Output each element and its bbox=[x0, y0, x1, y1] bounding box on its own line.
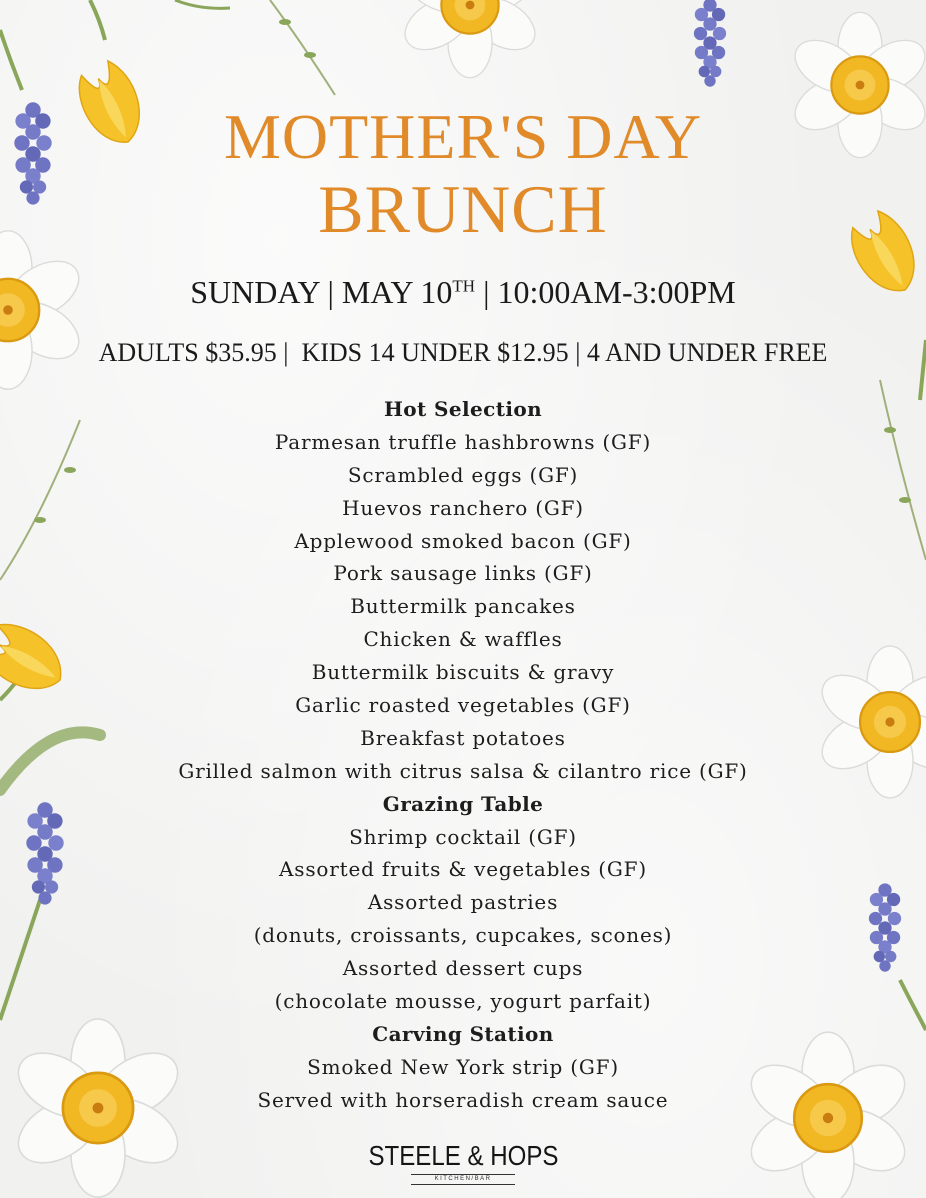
menu-item: Garlic roasted vegetables (GF) bbox=[295, 693, 631, 718]
menu-item: Applewood smoked bacon (GF) bbox=[294, 528, 632, 553]
pricing-line: ADULTS $35.95 | KIDS 14 UNDER $12.95 | 4 AND UNDER FREE bbox=[98, 338, 828, 367]
title-line-1: MOTHER'S DAY bbox=[223, 101, 703, 172]
menu-item: Buttermilk biscuits & gravy bbox=[311, 660, 615, 685]
menu-item: Pork sausage links (GF) bbox=[333, 561, 593, 586]
menu-item: Assorted dessert cups bbox=[342, 956, 584, 981]
menu-item: Breakfast potatoes bbox=[360, 725, 566, 750]
menu-item: Chicken & waffles bbox=[363, 627, 563, 652]
price-adults: ADULTS $35.95 bbox=[98, 338, 277, 367]
menu-item: Served with horseradish cream sauce bbox=[257, 1087, 669, 1112]
logo-name: STEELE & HOPS bbox=[367, 1140, 559, 1171]
title-line-2: BRUNCH bbox=[318, 171, 608, 247]
menu-item: Shrimp cocktail (GF) bbox=[349, 824, 577, 849]
restaurant-logo bbox=[0, 1140, 926, 1185]
menu-item: Huevos ranchero (GF) bbox=[342, 495, 584, 520]
event-date-suffix: TH bbox=[452, 276, 476, 296]
menu-list bbox=[0, 393, 926, 1117]
price-kids: KIDS 14 UNDER $12.95 bbox=[301, 338, 569, 367]
section-heading: Hot Selection bbox=[383, 397, 543, 421]
menu-item: (donuts, croissants, cupcakes, scones) bbox=[253, 923, 673, 948]
menu-item: Scrambled eggs (GF) bbox=[347, 462, 579, 487]
menu-item: Smoked New York strip (GF) bbox=[307, 1054, 619, 1079]
menu-item: Grilled salmon with citrus salsa & cilantro rice (GF) bbox=[178, 758, 748, 783]
price-free: 4 AND UNDER FREE bbox=[586, 338, 828, 367]
event-day: SUNDAY bbox=[190, 274, 320, 310]
menu-item: Assorted fruits & vegetables (GF) bbox=[279, 857, 647, 882]
menu-item: (chocolate mousse, yogurt parfait) bbox=[274, 989, 652, 1014]
event-time: 10:00AM-3:00PM bbox=[497, 274, 736, 310]
event-schedule: SUNDAY | MAY 10TH | 10:00AM-3:00PM bbox=[190, 274, 736, 310]
section-heading: Carving Station bbox=[372, 1021, 554, 1046]
section-heading: Grazing Table bbox=[382, 791, 544, 816]
event-date: MAY 10 bbox=[341, 274, 453, 310]
logo-tagline: KITCHEN/BAR bbox=[411, 1174, 515, 1185]
menu-item: Parmesan truffle hashbrowns (GF) bbox=[274, 429, 652, 454]
menu-item: Buttermilk pancakes bbox=[350, 594, 576, 619]
menu-item: Assorted pastries bbox=[367, 890, 559, 915]
